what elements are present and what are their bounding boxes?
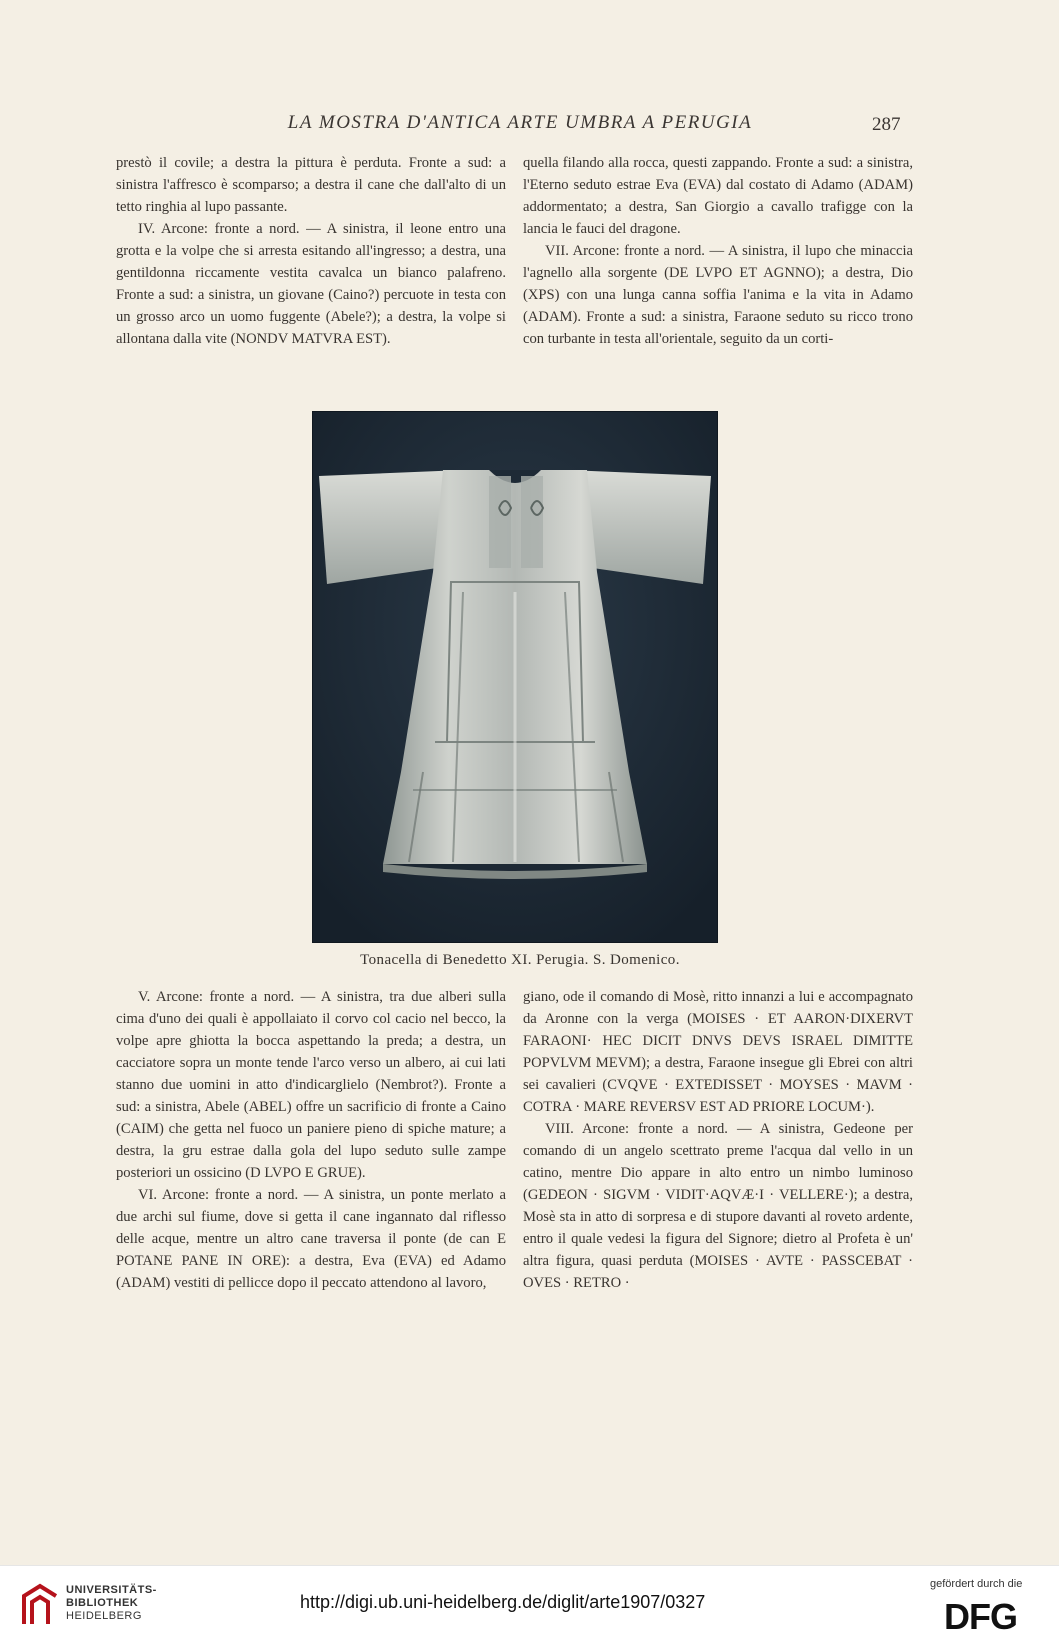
dfg-logo: DFG [944, 1596, 1017, 1637]
column-top-left [116, 152, 506, 350]
figure-caption: Tonacella di Benedetto XI. Perugia. S. Domenico. [360, 952, 680, 968]
paragraph: giano, ode il comando di Mosè, ritto innanzi a lui e accompagnato da Aronne con la verga (MOISES · ET AARON·DIXERVT FARAONI· HEC DICIT DNVS DEVS ISRAEL DIMITTE POPVLVM MEVM); a destra, Faraone insegue gli Ebrei con altri sei cavalieri (CVQVE · EXTEDISSET · MOYSES · MAVM · COTRA · MARE REVERSV EST AD PRIORE LOCUM·). [523, 989, 913, 1115]
paragraph: prestò il covile; a destra la pittura è perduta. Fronte a sud: a sinistra l'affresco è scomparso; a destra il cane che dall'alto di un tetto ringhia al lupo passante. [116, 155, 506, 215]
column-bottom-left [116, 986, 506, 1294]
library-name-line: UNIVERSITÄTS- [66, 1584, 157, 1596]
library-name-line: HEIDELBERG [66, 1610, 142, 1622]
running-head [0, 112, 1059, 140]
library-name [66, 1584, 157, 1623]
paragraph: VIII. Arcone: fronte a nord. — A sinistra, Gedeone per comando di un angelo scettrato preme l'acqua dal vello in un catino, mentre Dio appare in alto entro un nimbo luminoso (GEDEON · SIGVM · VIDIT·AQVÆ·I · VELLERE·); a destra, Mosè sta in atto di sorpresa e di stupore davanti al roveto ardente, entro il quale vedesi la figura del Signore; dietro al Profeta è un' altra figura, quasi perduta (MOISES · AVTE · PASSCEBAT · OVES · RETRO · [523, 1121, 913, 1291]
page-number: 287 [872, 114, 901, 135]
library-name-line: BIBLIOTHEK [66, 1597, 139, 1609]
tunicle-photograph [312, 411, 718, 943]
paragraph: VII. Arcone: fronte a nord. — A sinistra, il lupo che minaccia l'agnello alla sorgente (DE LVPO ET AGNNO); a destra, Dio (XPS) con una lunga canna soffia l'anima e la vita in Adamo (ADAM). Fronte a sud: a sinistra, Faraone seduto su ricco trono con turbante in testa all'orientale, seguito da un corti- [523, 243, 913, 347]
paragraph: quella filando alla rocca, questi zappando. Fronte a sud: a sinistra, l'Eterno seduto estrae Eva (EVA) dal costato di Adamo (ADAM) addormentato; a destra, San Giorgio a cavallo trafigge con la lancia le fauci del dragone. [523, 155, 913, 237]
permalink-url[interactable]: http://digi.ub.uni-heidelberg.de/diglit/arte1907/0327 [300, 1592, 706, 1612]
university-library-logo-icon [20, 1582, 60, 1628]
paragraph: IV. Arcone: fronte a nord. — A sinistra, il leone entro una grotta e la volpe che si arresta esitando all'ingresso; a destra, una gentildonna riccamente vestita cavalca un bianco palafreno. Fronte a sud: a sinistra, un giovane (Caino?) percuote in testa con un grosso arco un uomo fuggente (Abele?); a destra, la volpe si allontana dalla vite (NONDV MATVRA EST). [116, 221, 506, 347]
column-bottom-right [523, 986, 913, 1294]
digitization-footer [0, 1565, 1059, 1646]
column-top-right [523, 152, 913, 350]
running-title: LA MOSTRA D'ANTICA ARTE UMBRA A PERUGIA [287, 112, 753, 133]
paragraph: V. Arcone: fronte a nord. — A sinistra, tra due alberi sulla cima d'uno dei quali è appollaiato il corvo col cacio nel becco, la volpe apre ghiotta la bocca aspettando la preda; a destra, un cacciatore sopra un monte tende l'arco verso un albero, ai cui lati stanno due uomini in atto d'indicarglielo (Nembrot?). Fronte a sud: a sinistra, Abele (ABEL) offre un sacrificio di fronte a Caino (CAIM) che getta nel fuoco un paniere pieno di spiche mature; a destra, la gru estrae dalla gola del lupo seduto sulle zampe posteriori un ossicino (D LVPO E GRUE). [116, 989, 506, 1181]
paragraph: VI. Arcone: fronte a nord. — A sinistra, un ponte merlato a due archi sul fiume, dove si getta il cane ingannato dal riflesso delle acque, mentre un altro cane traversa il ponte (de can E POTANE PANE IN ORE): a destra, Eva (EVA) ed Adamo (ADAM) vestiti di pellicce dopo il peccato attendono al lavoro, [116, 1187, 506, 1291]
sponsor-text: gefördert durch die [930, 1578, 1023, 1590]
tunicle-illustration [313, 412, 717, 942]
